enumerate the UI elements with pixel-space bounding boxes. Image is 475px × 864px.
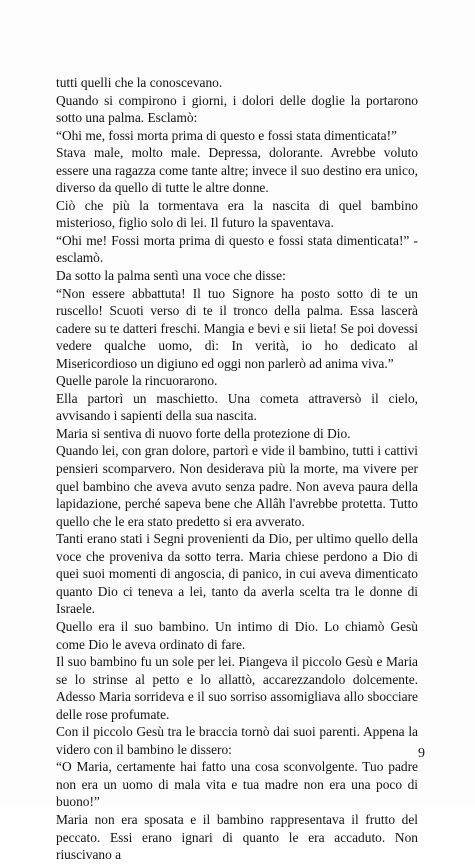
paragraph: tutti quelli che la conoscevano.: [56, 75, 223, 90]
paragraph: Ella partorì un maschietto. Una cometa attraversò il cielo, avvisando i sapienti della sua nascita.: [56, 390, 418, 424]
paragraph: Il suo bambino fu un sole per lei. Piangeva il piccolo Gesù e Maria se lo strinse al petto e lo allattò, accarezzandolo dolcemente. Adesso Maria sorrideva e il suo sorriso assomigliava allo sbocciare delle rose profumate.: [56, 654, 418, 722]
paragraph: Quello era il suo bambino. Un intimo di Dio. Lo chiamò Gesù come Dio le aveva ordinato di fare.: [56, 618, 418, 652]
paragraph: “O Maria, certamente hai fatto una cosa sconvolgente. Tuo padre non era un uomo di mala vita e tua madre non era una poco di buono!”: [56, 759, 418, 810]
paragraph: Ciò che più la tormentava era la nascita di quel bambino misterioso, figlio solo di lei. Il futuro la spaventava.: [56, 197, 418, 231]
paragraph: Maria si sentiva di nuovo forte della protezione di Dio.: [56, 425, 351, 441]
paragraph: Quando si compirono i giorni, i dolori delle doglie la portarono sotto una palma. Esclamò:: [56, 92, 418, 126]
paragraph: “Non essere abbattuta! Il tuo Signore ha posto sotto di te un ruscello! Scuoti verso di te il tronco della palma. Essa lascerà cadere su te datteri freschi. Mangia e bevi e sii lieta! Se poi dovessi vedere qualche uomo, dì: In verità, io ho dedicato al Misericordioso un digiuno ed oggi non parlerò ad anima viva.”: [56, 285, 418, 371]
paragraph: Da sotto la palma sentì una voce che disse:: [56, 268, 286, 284]
body-text: [56, 74, 418, 864]
paragraph: Maria non era sposata e il bambino rappresentava il frutto del peccato. Essi erano ignari di quanto le era accaduto. Non riuscivano a: [56, 811, 418, 863]
paragraph: Tanti erano stati i Segni provenienti da Dio, per ultimo quello della voce che proveniva da sotto terra. Maria chiese perdono a Dio di quei suoi momenti di angoscia, di panico, in cui aveva dimenticato quanto Dio ci teneva a lei, tanto da averla scelta tra le donne di Israele.: [56, 531, 418, 617]
page-number: 9: [418, 746, 425, 761]
paragraph: “Ohi me, fossi morta prima di questo e fossi stata dimenticata!”: [56, 127, 397, 143]
paragraph: Quelle parole la rincuorarono.: [56, 373, 218, 389]
paragraph: Con il piccolo Gesù tra le braccia tornò dai suoi parenti. Appena la videro con il bambino le dissero:: [56, 724, 418, 757]
paragraph: Quando lei, con gran dolore, partorì e vide il bambino, tutti i cattivi pensieri scomparvero. Non desiderava più la morte, ma vivere per quel bambino che aveva avuto senza padre. Non aveva paura della lapidazione, perché sapeva bene che Allâh l'avrebbe protetta. Tutto quello che le era stato predetto si era avverato.: [56, 443, 418, 529]
paragraph: Stava male, molto male. Depressa, dolorante. Avrebbe voluto essere una ragazza come tante altre; invece il suo destino era unico, diverso da quello di tutte le altre donne.: [56, 145, 418, 196]
paragraph: “Ohi me! Fossi morta prima di questo e fossi stata dimenticata!” - esclamò.: [56, 232, 418, 266]
